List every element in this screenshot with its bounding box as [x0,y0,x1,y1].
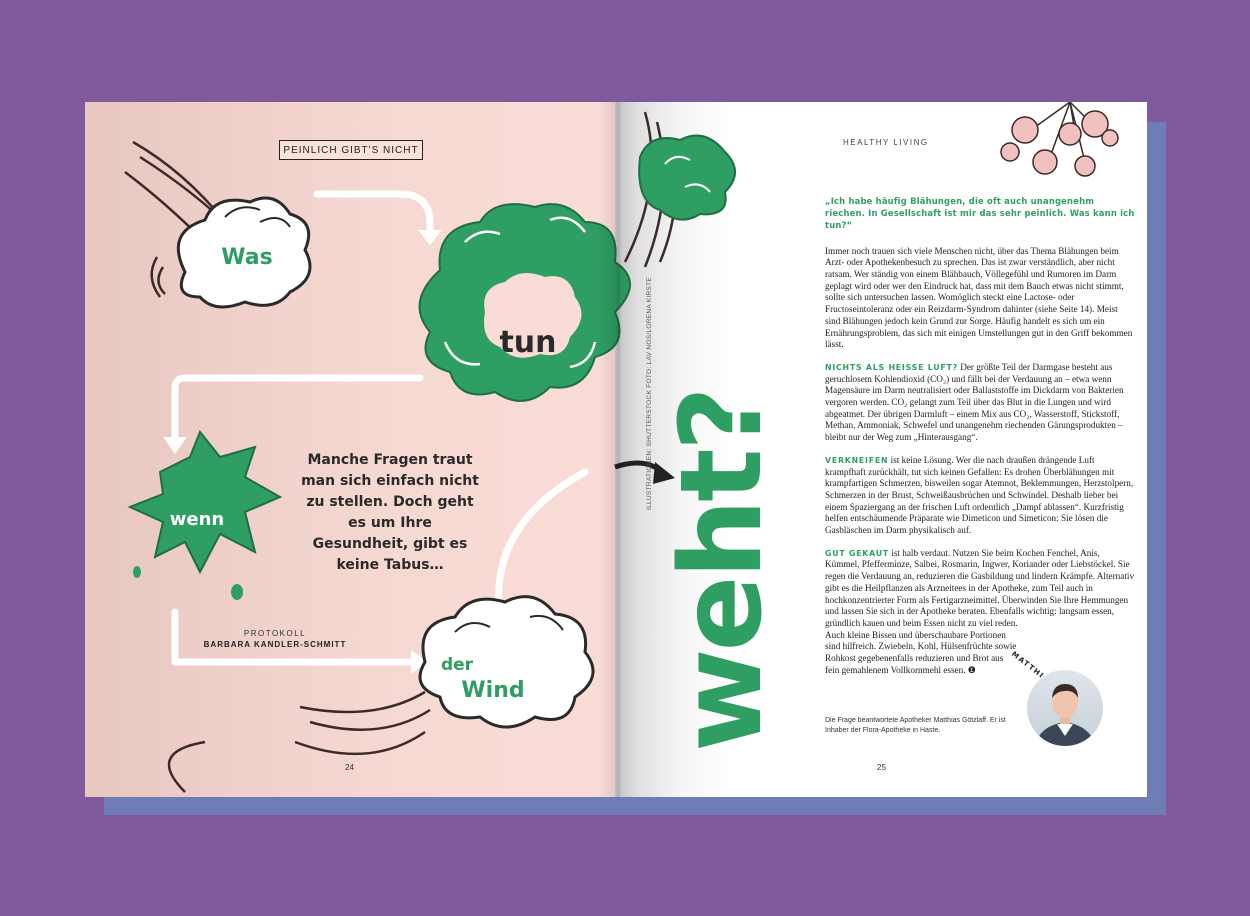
cloud-puffs-top-right [1001,102,1118,176]
answer-note: Die Frage beantwortete Apotheker Matthias Götzlaff. Er ist Inhaber der Flora-Apotheke in Haste. [825,717,1006,734]
photo-credit: ILLUSTRATIONEN: SHUTTERSTOCK FOTO: LAV NOS/LORENA KIRSTE [646,276,653,510]
credit-name: BARBARA KANDLER-SCHMITT [203,640,347,649]
paragraph-lead: GUT GEKAUT [825,548,889,558]
word-was: Was [221,245,273,270]
section-tag: PEINLICH GIBT'S NICHT [279,140,423,160]
expert-name: MATTHIAS [1010,650,1057,689]
reader-question: „Ich habe häufig Blähungen, die oft auch unangenehm riechen. In Gesellschaft ist mir das sehr peinlich. Was kann ich tun?“ [825,196,1135,231]
paragraph-lead: VERKNEIFEN [825,455,889,465]
word-tun: tun [499,325,557,360]
intro-text: Manche Fragen traut man sich einfach nicht zu stellen. Doch geht es um Ihre Gesundheit, gibt es keine Tabus… [301,452,479,573]
portrait-illustration [1027,670,1103,746]
cloud-was [178,198,310,307]
article-body [825,195,1135,688]
credit-role: PROTOKOLL [243,629,307,638]
section-label: HEALTHY LIVING [843,138,929,147]
paragraph: NICHTS ALS HEISSE LUFT? Der größte Teil der Darmgase besteht aus geruchlosem Kohlendioxid (CO₂) und fällt bei der Verdauung an – etwa wenn Magensäure im Darm neutralisiert oder Ballaststoffe im Dickdarm von Bakterien vergoren werden. CO₂ gelangt zum Teil über das Blut in die Lungen und wird abgeatmet. Der übrigen Darmluft – einem Mix aus CO₂, Wasserstoff, Stickstoff, Methan, Ammoniak, Schwefel und unangenehm riechenden Gärungsprodukten – bleibt nur der Weg zum „Hinterausgang“. [825,361,1124,443]
paragraph-lead: NICHTS ALS HEISSE LUFT? [825,362,958,372]
word-der: der [440,655,474,675]
cloud-top-center [639,136,735,220]
word-wenn: wenn [169,509,225,530]
big-word-weht: weht? [657,389,787,752]
cloud-der-wind [420,597,593,727]
paragraph: GUT GEKAUT ist halb verdaut. Nutzen Sie beim Kochen Fenchel, Anis, Kümmel, Pfefferminze, Salbei, Rosmarin, Ingwer, Koriander oder Liebstöckel. Sie regen die Verdauung an, reduzieren die Gasbildung und lindern Krämpfe. Alternativ gibt es die Heilpflanzen als Arzneitees in der Apotheke, zum Teil auch in hochkonzentrierter Form als Fertigarzneimittel. Überwinden Sie Ihre Hemmungen und lassen Sie sich in der Apotheke beraten. Ebenfalls wichtig: langsam essen, gründlich kauen und beim Essen nicht zu viel reden. [825,547,1135,628]
page-number-right: 25 [877,763,886,772]
paragraph-last: Auch kleine Bissen und überschaubare Portionen sind hilfreich. Zwiebeln, Kohl, Hülsenfrüchte sowie Rohkost gegebenenfalls reduzieren und Brot aus fein gemahlenem Vollkornmehl essen. ❶ [825,629,1017,675]
paragraph: VERKNEIFEN ist keine Lösung. Wer die nach draußen drängende Luft krampfhaft zurückhält, tut sich keinen Gefallen: Es drohen Überblähungen mit krampfartigen Schmerzen, bisweilen sogar Atemnot, Beklemmungen, Herzstolpern, Schmerzen in der Brust, Schweißausbrüchen und Schwindel. Deshalb lieber bei einem Spaziergang an der frischen Luft ordentlich „Dampf ablassen“. Kurzfristig helfen entschäumende Präparate wie Dimeticon und Simeticon: Sie lösen die Gasbläschen im Darm physikalisch auf. [825,454,1134,536]
paragraph: Immer noch trauen sich viele Menschen nicht, über das Thema Blähungen beim Arzt- oder Apothekenbesuch zu sprechen. Das ist zwar verständlich, aber nicht ratsam. Wer ständig von einem Blähbauch, Völlegefühl und Rumoren im Darm geplagt wird oder wer den Eindruck hat, dass mit dem Bauch etwas nicht stimmt, sollte sich untersuchen lassen. Womöglich steckt eine Lactose- oder Fructoseintoleranz oder ein Reizdarm-Syndrom dahinter (siehe Seite 14). Meist sind Blähungen jedoch kein Grund zur Sorge. Häufig handelt es sich um ein Ernährungsproblem, das sich mit einigen Umstellungen gut in den Griff bekommen lässt. [825,245,1133,350]
splat-wenn [130,432,280,600]
page-fold [598,102,638,797]
page-number-left: 24 [345,763,354,772]
word-wind: Wind [461,678,525,703]
expert-portrait [1027,670,1103,746]
